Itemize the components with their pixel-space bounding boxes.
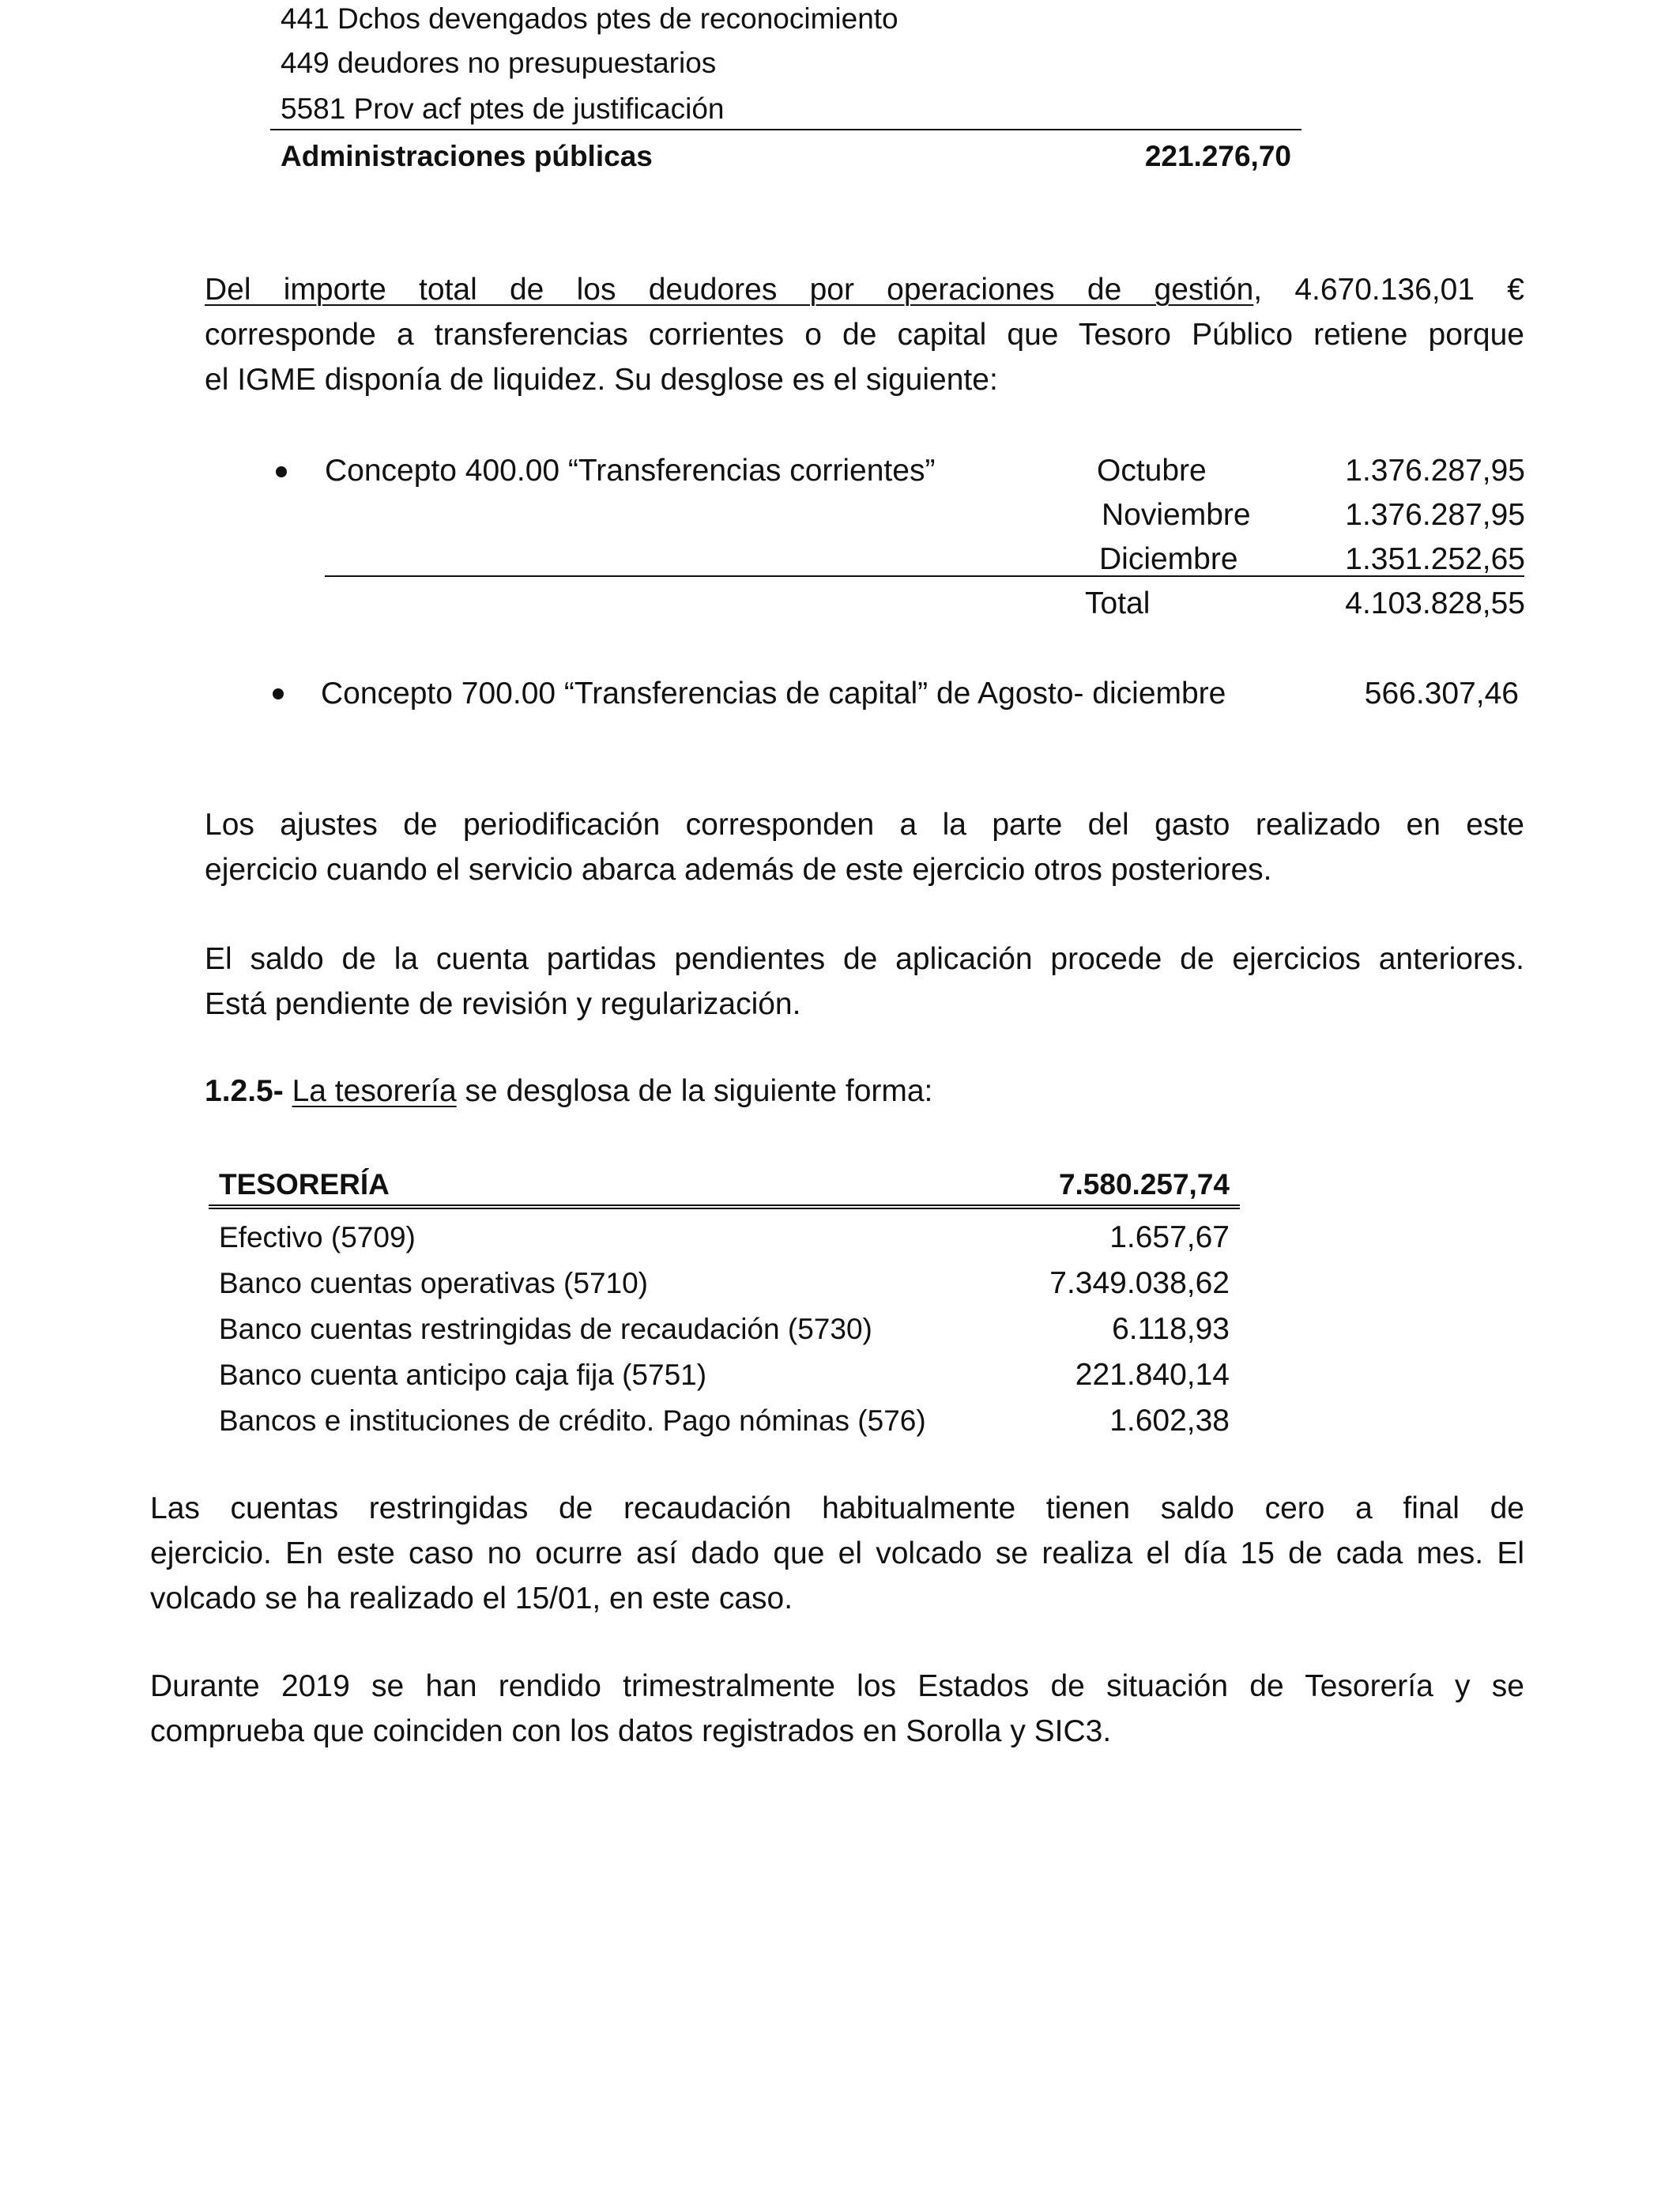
paragraph-ajustes [205,802,1524,892]
section-rest: se desglosa de la siguiente forma: [456,1074,933,1108]
paragraph-deudores-line-3: el IGME disponía de liquidez. Su desglose es el siguiente: [205,363,998,397]
table-row-label: Banco cuenta anticipo caja fija (5751) [219,1359,707,1391]
month-diciembre: Diciembre [1099,542,1238,576]
paragraph-ajustes-line-1: Los ajustes de periodificación corresponden a la parte del gasto realizado en este [205,808,1524,842]
paragraph-saldo [205,937,1524,1027]
account-line-449: 449 deudores no presupuestarios [281,47,717,79]
concepto-400-label: Concepto 400.00 “Transferencias corrientes” [325,454,936,488]
concepto-700-value: 566.307,46 [1364,677,1519,711]
paragraph-saldo-line-1: El saldo de la cuenta partidas pendientes de aplicación procede de ejercicios anteriores. [205,942,1524,976]
concepto-400-rule [325,575,1524,577]
table-row-value: 221.840,14 [1075,1358,1230,1392]
admin-total-value: 221.276,70 [1144,140,1291,172]
paragraph-ajustes-line-2: ejercicio cuando el servicio abarca además de este ejercicio otros posteriores. [205,853,1272,887]
section-number: 1.2.5- [205,1074,284,1108]
section-underlined: La tesorería [292,1074,457,1108]
bullet-icon [276,466,287,477]
table-row-value: 1.657,67 [1109,1220,1230,1254]
table-row-label: Efectivo (5709) [219,1221,416,1253]
month-noviembre: Noviembre [1102,498,1251,532]
tesoreria-header-value: 7.580.257,74 [1058,1168,1230,1201]
paragraph-deudores-line-2: corresponde a transferencias corrientes o de capital que Tesoro Público retiene porque [205,318,1524,352]
concepto-400-total-value: 4.103.828,55 [1345,586,1525,620]
paragraph-cuentas-restringidas [150,1486,1524,1621]
account-line-441: 441 Dchos devengados ptes de reconocimiento [281,2,898,35]
paragraph-cuentas-line-3: volcado se ha realizado el 15/01, en este caso. [150,1581,793,1615]
month-octubre: Octubre [1097,454,1207,488]
value-noviembre: 1.376.287,95 [1345,498,1525,532]
paragraph-durante-line-1: Durante 2019 se han rendido trimestralmente los Estados de situación de Tesorería y se [150,1669,1524,1703]
bullet-icon [273,688,284,699]
underlined-phrase: Del importe total de los deudores por operaciones de gestión [205,273,1254,307]
paragraph-cuentas-line-1: Las cuentas restringidas de recaudación habitualmente tienen saldo cero a final de [150,1491,1524,1525]
account-line-5581: 5581 Prov acf ptes de justificación [281,92,725,125]
table-row-value: 1.602,38 [1109,1404,1230,1438]
value-octubre: 1.376.287,95 [1345,454,1525,488]
paragraph-deudores [205,267,1524,402]
paragraph-durante-2019 [150,1664,1524,1754]
paragraph-cuentas-line-2: ejercicio. En este caso no ocurre así dado que el volcado se realiza el día 15 de cada mes. El [150,1536,1524,1570]
table-row-label: Bancos e instituciones de crédito. Pago nóminas (576) [219,1404,926,1437]
amount-text: , 4.670.136,01 € [1253,273,1524,307]
tesoreria-header-label: TESORERÍA [219,1168,390,1201]
admin-block-rule [270,129,1301,130]
admin-total-label: Administraciones públicas [281,140,653,172]
section-heading [205,1069,932,1114]
paragraph-saldo-line-2: Está pendiente de revisión y regularización. [205,987,801,1021]
value-diciembre: 1.351.252,65 [1345,542,1525,576]
paragraph-durante-line-2: comprueba que coinciden con los datos registrados en Sorolla y SIC3. [150,1714,1112,1748]
table-row-value: 6.118,93 [1112,1312,1230,1346]
table-row-label: Banco cuentas operativas (5710) [219,1267,649,1299]
tesoreria-header-double-rule [209,1204,1240,1209]
paragraph-deudores-line-1 [205,267,1524,312]
concepto-400-total-label: Total [1085,586,1151,620]
table-row-label: Banco cuentas restringidas de recaudación (5730) [219,1313,872,1345]
concepto-700-label: Concepto 700.00 “Transferencias de capital” de Agosto- diciembre [321,677,1226,711]
table-row-value: 7.349.038,62 [1049,1266,1230,1300]
